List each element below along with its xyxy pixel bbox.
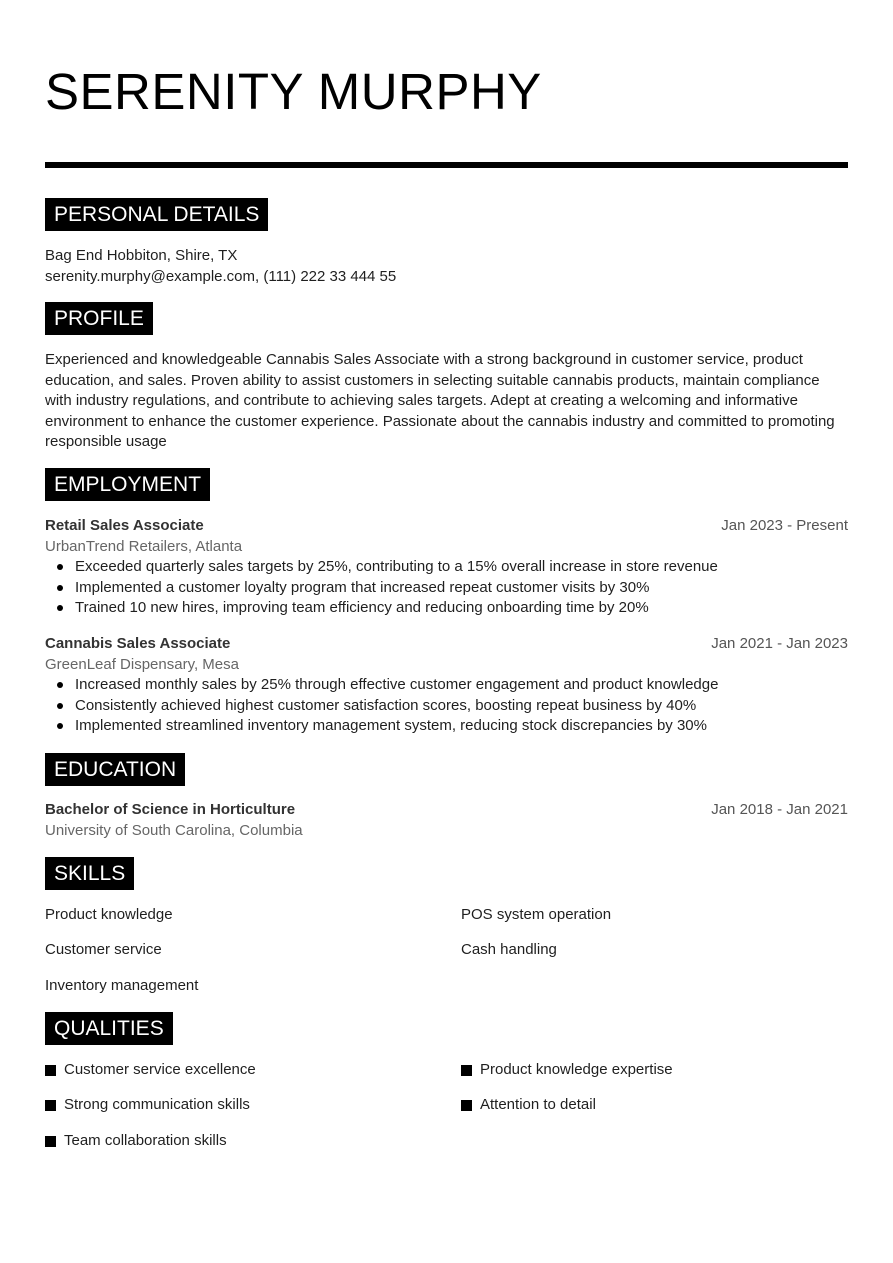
skill-item: Cash handling — [461, 941, 557, 958]
quality-text: Team collaboration skills — [64, 1132, 227, 1149]
address: Bag End Hobbiton, Shire, TX — [45, 247, 238, 264]
education-school: University of South Carolina, Columbia — [45, 822, 303, 839]
square-bullet-icon — [45, 1065, 56, 1076]
section-title-skills: SKILLS — [45, 857, 134, 890]
quality-text: Customer service excellence — [64, 1061, 256, 1078]
quality-text: Product knowledge expertise — [480, 1061, 673, 1078]
achievement-item — [45, 675, 848, 696]
quality-text: Attention to detail — [480, 1096, 596, 1113]
achievement-text: Implemented streamlined inventory management system, reducing stock discrepancies by 30% — [75, 717, 707, 735]
square-bullet-icon — [45, 1100, 56, 1111]
header-divider — [45, 162, 848, 168]
square-bullet-icon — [461, 1100, 472, 1111]
bullet-icon — [57, 703, 63, 709]
achievement-item — [45, 557, 848, 578]
section-title-personal-details: PERSONAL DETAILS — [45, 198, 268, 231]
education-dates: Jan 2018 - Jan 2021 — [711, 801, 848, 818]
bullet-icon — [57, 564, 63, 570]
job-dates: Jan 2023 - Present — [721, 517, 848, 534]
education-degree: Bachelor of Science in Horticulture — [45, 801, 296, 818]
job-title: Retail Sales Associate — [45, 517, 204, 534]
bullet-icon — [57, 723, 63, 729]
quality-item — [45, 1095, 250, 1115]
skill-item: Product knowledge — [45, 906, 173, 923]
achievement-text: Increased monthly sales by 25% through effective customer engagement and product knowledge — [75, 676, 719, 693]
quality-item — [461, 1095, 596, 1115]
achievement-item — [45, 598, 848, 619]
job-title: Cannabis Sales Associate — [45, 635, 231, 652]
achievement-item — [45, 716, 848, 737]
bullet-icon — [57, 605, 63, 611]
job-employer: GreenLeaf Dispensary, Mesa — [45, 656, 239, 673]
skill-item: POS system operation — [461, 906, 612, 923]
quality-item — [45, 1060, 256, 1080]
quality-item — [45, 1131, 227, 1151]
achievement-item — [45, 578, 848, 599]
contact-info: serenity.murphy@example.com, (111) 222 33 444 55 — [45, 268, 397, 285]
job-employer: UrbanTrend Retailers, Atlanta — [45, 538, 243, 555]
achievement-text: Consistently achieved highest customer satisfaction scores, boosting repeat business by 40% — [75, 696, 697, 714]
candidate-name: SERENITY MURPHY — [45, 63, 542, 120]
job-achievements — [45, 557, 848, 619]
section-title-profile: PROFILE — [45, 302, 153, 335]
achievement-text: Implemented a customer loyalty program that increased repeat customer visits by 30% — [75, 578, 650, 596]
achievement-text: Trained 10 new hires, improving team efficiency and reducing onboarding time by 20% — [75, 599, 649, 617]
section-title-education: EDUCATION — [45, 753, 185, 786]
job-achievements — [45, 675, 848, 737]
section-title-qualities: QUALITIES — [45, 1012, 173, 1045]
achievement-item — [45, 696, 848, 717]
bullet-icon — [57, 682, 63, 688]
bullet-icon — [57, 585, 63, 591]
square-bullet-icon — [461, 1065, 472, 1076]
quality-item — [461, 1060, 673, 1080]
skill-item: Inventory management — [45, 977, 199, 994]
square-bullet-icon — [45, 1136, 56, 1147]
section-title-employment: EMPLOYMENT — [45, 468, 210, 501]
profile-summary: Experienced and knowledgeable Cannabis Sales Associate with a strong background in customer service, product education, and sales. Proven ability to assist customers in selecting suitable cannabis products, maintain compliance with industry regulations, and contribute to achieving sales targets. Adept at creating a welcoming and informative environment to enhance the customer experience. Passionate about the cannabis industry and committed to promoting responsible usage — [45, 351, 835, 451]
job-dates: Jan 2021 - Jan 2023 — [711, 635, 848, 652]
achievement-text: Exceeded quarterly sales targets by 25%, contributing to a 15% overall increase in store revenue — [75, 558, 718, 575]
quality-text: Strong communication skills — [64, 1096, 250, 1113]
skill-item: Customer service — [45, 941, 162, 958]
